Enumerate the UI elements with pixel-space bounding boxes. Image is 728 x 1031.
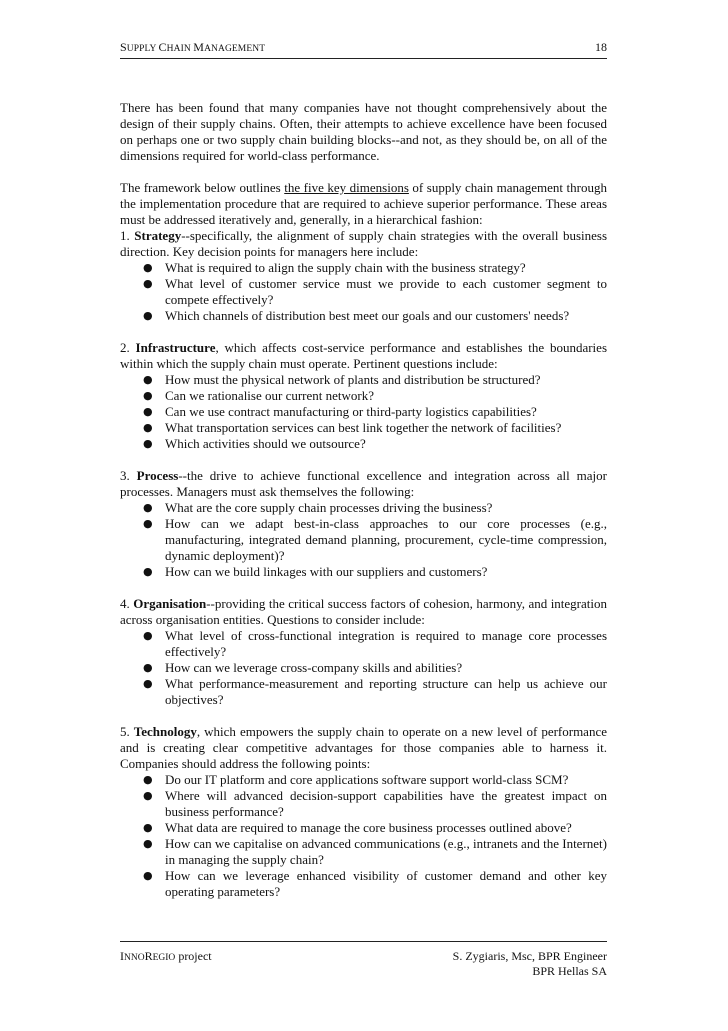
question-list [120, 260, 607, 324]
bullet-icon: ● [143, 869, 153, 882]
section-text: , which affects cost-service performance and establishes the boundaries within which the supply chain must operate. Pertinent questions include: [120, 340, 608, 371]
section-text: --the drive to achieve functional excellence and integration across all major processes. Managers must ask themselves the following: [120, 468, 607, 499]
section-text: --providing the critical success factors of cohesion, harmony, and integration across organisation entities. Questions to consider include: [120, 596, 608, 627]
header-divider [120, 58, 607, 59]
bullet-icon: ● [143, 373, 153, 386]
section-title: Technology [133, 724, 197, 739]
footer-small-egio: EGIO [152, 953, 176, 963]
bullet-icon: ● [143, 517, 153, 530]
question-text: How can we leverage cross-company skills and abilities? [165, 660, 463, 675]
question-item [120, 676, 607, 708]
footer-cap-r: R [144, 949, 153, 963]
question-item [120, 868, 607, 900]
bullet-icon: ● [143, 629, 153, 642]
spacer [120, 164, 607, 180]
question-text: How can we capitalise on advanced communications (e.g., intranets and the Internet) in managing the supply chain? [165, 836, 607, 867]
title-cap-c: C [158, 40, 167, 54]
section-number: 4. [120, 596, 134, 611]
section-number: 5. [120, 724, 134, 739]
body-text [120, 100, 607, 900]
question-item [120, 436, 607, 452]
question-text: What performance-measurement and reporting structure can help us achieve our objectives? [165, 676, 607, 707]
question-item [120, 420, 607, 436]
title-cap-s: S [120, 40, 127, 54]
question-text: How must the physical network of plants and distribution be structured? [165, 372, 541, 387]
section-number: 2. [120, 340, 136, 355]
question-list [120, 772, 607, 900]
section-number: 3. [120, 468, 137, 483]
intro-paragraph-1: There has been found that many companies have not thought comprehensively about the design of their supply chains. Often, their attempts to achieve excellence have been focused on perhaps one or two supply chain building blocks--and not, as they should be, on all of the dimensions required for world-class performance. [120, 100, 607, 163]
question-item [120, 308, 607, 324]
bullet-icon: ● [143, 837, 153, 850]
bullet-icon: ● [143, 565, 153, 578]
question-list [120, 628, 607, 708]
footer-author [453, 949, 607, 979]
footer-project [120, 949, 212, 964]
question-item [120, 660, 607, 676]
section-paragraph [120, 228, 607, 260]
question-item [120, 388, 607, 404]
footer-small-nno: NNO [124, 953, 145, 963]
question-text: How can we adapt best-in-class approaches to our core processes (e.g., manufacturing, integrated demand planning, procurement, cycle-time compression, dynamic deployment)? [165, 516, 607, 563]
bullet-icon: ● [143, 261, 153, 274]
bullet-icon: ● [143, 405, 153, 418]
bullet-icon: ● [143, 501, 153, 514]
footer-project-word: project [175, 949, 212, 963]
question-text: Which activities should we outsource? [165, 436, 366, 451]
question-text: How can we leverage enhanced visibility of customer demand and other key operating parameters? [165, 868, 607, 899]
bullet-icon: ● [143, 277, 153, 290]
section-paragraph [120, 340, 607, 372]
running-title [120, 40, 265, 55]
question-item [120, 836, 607, 868]
section-title: Infrastructure [135, 340, 216, 355]
spacer [120, 324, 607, 340]
five-key-dimensions-underlined: the five key dimensions [284, 180, 409, 195]
question-item [120, 516, 607, 564]
footer-author-line: S. Zygiaris, Msc, BPR Engineer [452, 949, 607, 963]
question-text: What are the core supply chain processes driving the business? [165, 500, 493, 515]
question-text: What data are required to manage the core business processes outlined above? [165, 820, 572, 835]
question-text: Which channels of distribution best meet our goals and our customers' needs? [165, 308, 570, 323]
question-item [120, 564, 607, 580]
footer-cap-i: I [120, 949, 124, 963]
bullet-icon: ● [143, 309, 153, 322]
question-item [120, 820, 607, 836]
question-item [120, 404, 607, 420]
section-title: Process [136, 468, 179, 483]
dimension-sections [120, 228, 607, 900]
bullet-icon: ● [143, 389, 153, 402]
page-header [120, 40, 607, 60]
title-small-2: HAIN [166, 44, 194, 54]
spacer [120, 452, 607, 468]
section-number: 1. [120, 228, 135, 243]
bullet-icon: ● [143, 821, 153, 834]
intro-text-b: of supply chain management through the implementation procedure that are required to achieve superior performance. These areas must be addressed iteratively and, generally, in a hierarchical fashion: [120, 180, 607, 227]
question-text: Where will advanced decision-support capabilities have the greatest impact on business performance? [165, 788, 607, 819]
question-item [120, 372, 607, 388]
bullet-icon: ● [143, 437, 153, 450]
question-text: What level of customer service must we provide to each customer segment to compete effectively? [165, 276, 607, 307]
section-text: --specifically, the alignment of supply chain strategies with the overall business direction. Key decision points for managers here include: [120, 228, 607, 259]
intro-text-a: The framework below outlines [120, 180, 285, 195]
title-cap-m: M [193, 40, 205, 54]
question-item [120, 788, 607, 820]
question-item [120, 628, 607, 660]
section-paragraph [120, 724, 607, 772]
section-text: , which empowers the supply chain to operate on a new level of performance and is creating clear competitive advantages for those companies able to harness it. Companies should address the following points: [120, 724, 607, 771]
question-item [120, 500, 607, 516]
bullet-icon: ● [143, 789, 153, 802]
title-small-1: UPPLY [126, 44, 159, 54]
title-small-3: ANAGEMENT [204, 44, 266, 54]
section-title: Organisation [133, 596, 207, 611]
section-paragraph [120, 468, 607, 500]
question-text: What is required to align the supply chain with the business strategy? [165, 260, 526, 275]
bullet-icon: ● [143, 661, 153, 674]
section-title: Strategy [134, 228, 182, 243]
question-text: Can we use contract manufacturing or third-party logistics capabilities? [165, 404, 537, 419]
question-text: What transportation services can best link together the network of facilities? [165, 420, 562, 435]
question-list [120, 500, 607, 580]
page-number: 18 [595, 40, 607, 54]
question-item [120, 772, 607, 788]
bullet-icon: ● [143, 677, 153, 690]
question-item [120, 276, 607, 308]
question-text: What level of cross-functional integration is required to manage core processes effectively? [165, 628, 607, 659]
footer-company-line: BPR Hellas SA [532, 964, 607, 978]
footer-divider [120, 941, 607, 942]
spacer [120, 580, 607, 596]
bullet-icon: ● [143, 421, 153, 434]
bullet-icon: ● [143, 773, 153, 786]
spacer [120, 708, 607, 724]
section-paragraph [120, 596, 607, 628]
intro-paragraph-2 [120, 180, 607, 228]
question-text: Do our IT platform and core applications software support world-class SCM? [165, 772, 569, 787]
question-item [120, 260, 607, 276]
question-text: Can we rationalise our current network? [165, 388, 375, 403]
question-list [120, 372, 607, 452]
question-text: How can we build linkages with our suppliers and customers? [165, 564, 488, 579]
